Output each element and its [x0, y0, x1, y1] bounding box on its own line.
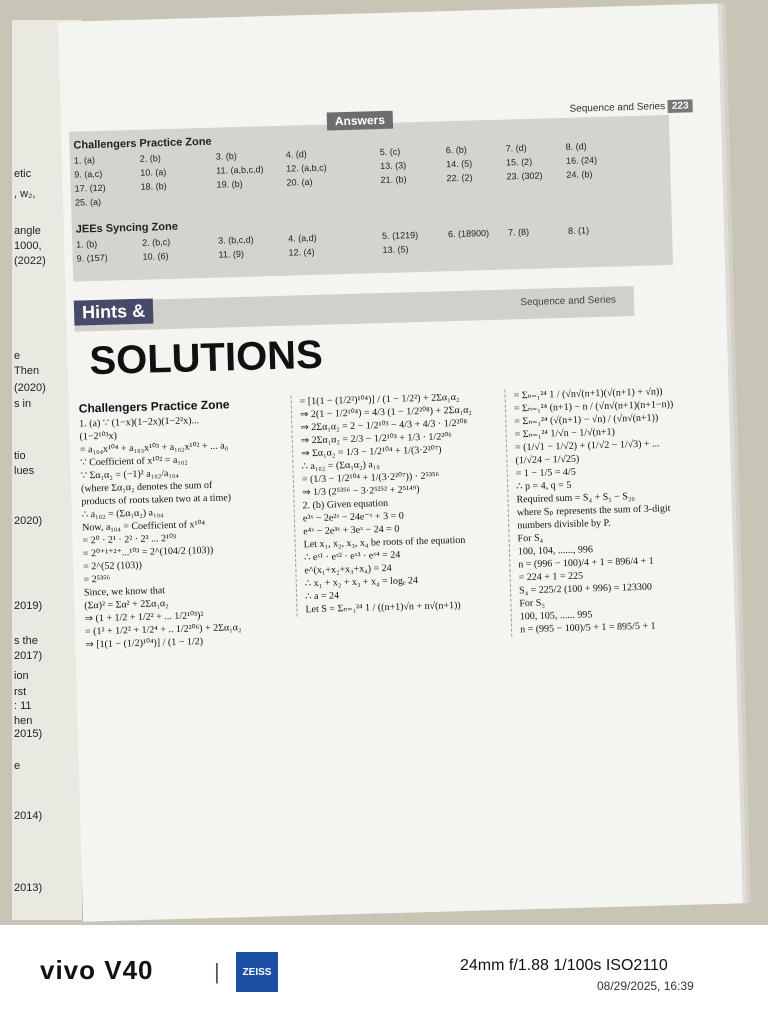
solution-line: Let S = Σₙ₌₁²⁴ 1 / ((n+1)√n + n√(n+1)): [305, 599, 461, 616]
textbook-page: [58, 4, 743, 922]
solution-line: e⁴ˣ − 2e³ˣ + 3eˣ − 24 = 0: [303, 523, 400, 538]
left-margin-fragment: , w₂,: [14, 188, 36, 200]
solution-line: (Σα)² = Σα² + 2Σα₁α₂: [84, 597, 169, 612]
solution-line: = (1² + 1/2² + 1/2⁴ + .. 1/2²⁰⁶) + 2Σα₁α₂: [84, 621, 242, 638]
answer-item: 11. (9): [218, 248, 245, 260]
solution-line: ⇒ 2(1 − 1/2¹⁰⁴) = 4/3 (1 − 1/2²⁰⁸) + 2Σα₁α₂: [299, 404, 473, 421]
answer-item: 7. (8): [507, 226, 530, 238]
solution-line: For S₅: [519, 597, 546, 610]
answer-item: 9. (157): [76, 252, 108, 264]
running-title: Sequence and Series: [569, 101, 666, 115]
solution-line: = 2⁵³⁵⁶: [83, 573, 111, 586]
answer-item: 13. (5): [382, 244, 409, 256]
left-margin-fragment: tio: [14, 450, 26, 462]
answer-item: 15. (2): [505, 156, 533, 168]
solution-line: ∵ Coefficient of x¹⁰² = a₁₀₂: [80, 454, 188, 469]
answer-item: 10. (6): [142, 251, 169, 262]
left-margin-fragment: 2017): [14, 650, 43, 662]
left-margin-fragment: (2022): [14, 255, 46, 267]
solution-line: = 2^(52 (103)): [83, 559, 143, 573]
solution-line: ∴ a₁₀₂ = (Σα₁α₂) a₁₀₄: [81, 506, 164, 521]
answer-item: 11. (a,b,c,d): [216, 164, 264, 176]
solution-line: 1. (a) ∵ (1−x)(1−2x)(1−2²x)...: [79, 414, 200, 430]
watermark-separator: |: [214, 959, 220, 984]
answer-item: 7. (d): [505, 142, 527, 154]
solution-line: ∴ x₁ + x₂ + x₃ + x₄ = logₑ 24: [304, 575, 419, 590]
answer-item: 8. (1): [567, 225, 590, 236]
left-margin-fragment: etic: [14, 168, 32, 180]
solution-line: = Σₙ₌₁²⁴ (n+1) − n / (√n√(n+1)(n+1−n)): [513, 398, 674, 415]
challengers-heading: Challengers Practice Zone: [78, 397, 230, 416]
left-margin-fragment: lues: [14, 465, 35, 477]
answer-item: 14. (5): [445, 158, 473, 170]
solution-line: S₄ = 225/2 (100 + 996) = 123300: [518, 581, 653, 597]
answer-item: 2. (b): [139, 153, 161, 164]
solution-line: 100, 105, ...... 995: [519, 609, 593, 623]
solution-line: = (1/√1 − 1/√2) + (1/√2 − 1/√3) + ...: [514, 438, 660, 454]
answer-item: 5. (1219): [381, 230, 419, 242]
solution-line: Now, a₁₀₄ = Coefficient of x¹⁰⁴: [81, 518, 206, 534]
answer-item: 12. (a,b,c): [286, 162, 327, 174]
answer-item: 8. (d): [565, 141, 587, 152]
answer-item: 4. (a,d): [287, 232, 317, 244]
answer-item: 1. (b): [76, 238, 98, 250]
solution-line: = a₁₀₄x¹⁰⁴ + a₁₀₃x¹⁰³ + a₁₀₂x¹⁰² + ... a₀: [79, 440, 229, 456]
left-margin-fragment: 2019): [14, 600, 43, 612]
answer-item: 4. (d): [285, 149, 307, 160]
left-margin-fragment: 2014): [14, 810, 43, 822]
hints-tag: Hints &: [74, 298, 154, 325]
answer-item: 21. (b): [380, 174, 407, 186]
answers-tab: Answers: [327, 111, 394, 131]
solution-line: ∴ p = 4, q = 5: [516, 479, 572, 493]
left-margin-fragment: 2015): [14, 728, 43, 740]
jee-answers-title: JEEs Syncing Zone: [75, 220, 179, 236]
left-margin-fragment: hen: [14, 715, 33, 727]
answer-item: 25. (a): [74, 196, 102, 208]
solution-line: = 2⁰⁺¹⁺²⁺...¹⁰³ = 2^(104/2 (103)): [82, 544, 214, 560]
left-margin-fragment: s in: [14, 398, 32, 410]
answer-item: 1. (a): [73, 155, 96, 166]
answers-box: [69, 112, 673, 282]
left-margin-fragment: (2020): [14, 382, 46, 394]
answer-item: 5. (c): [379, 146, 401, 158]
solution-line: numbers divisible by P.: [517, 517, 611, 532]
answer-item: 20. (a): [286, 176, 313, 188]
solution-line: = Σₙ₌₁²⁴ 1/√n − 1/√(n+1): [514, 426, 615, 441]
answer-item: 23. (302): [506, 170, 543, 182]
solution-column-1: [79, 396, 281, 651]
solution-line: Let x₁, x₂, x₃, x₄ be roots of the equation: [303, 534, 466, 551]
solution-line: = (1/3 − 1/2¹⁰⁴ + 1/(3·2²⁰⁷)) · 2⁵³⁵⁶: [301, 470, 440, 486]
left-margin-fragment: rst: [14, 686, 27, 698]
solution-line: ∵ Σα₁α₂ = (−1)² a₁₀₂/a₁₀₄: [80, 467, 179, 482]
zeiss-logo: ZEISS: [236, 952, 278, 992]
answer-item: 6. (18900): [447, 228, 490, 240]
solution-line: 2. (b) Given equation: [302, 497, 389, 512]
answer-item: 3. (b,c,d): [218, 234, 254, 246]
answer-item: 16. (24): [565, 155, 598, 166]
solution-line: n = (995 − 100)/5 + 1 = 895/5 + 1: [519, 620, 656, 636]
answer-item: 12. (4): [288, 246, 315, 258]
answer-item: 6. (b): [445, 144, 467, 156]
solution-line: (1−2¹⁰³x): [79, 430, 118, 443]
solution-line: = [1(1 − (1/2²)¹⁰⁴)] / (1 − 1/2²) + 2Σα₁α₂: [299, 391, 460, 408]
solution-line: Required sum = S₄ + S₅ − S₂₀: [516, 491, 636, 506]
solution-column-2: [291, 390, 506, 617]
left-margin-fragment: ion: [14, 670, 29, 682]
answer-item: 19. (b): [216, 178, 243, 190]
answer-item: 3. (b): [215, 151, 237, 162]
left-margin-fragment: 2020): [14, 515, 43, 527]
capture-datetime: 08/29/2025, 16:39: [597, 979, 694, 993]
solution-line: n = (996 − 100)/4 + 1 = 896/4 + 1: [518, 555, 654, 571]
answer-item: 2. (b,c): [142, 236, 171, 248]
solution-line: e³ˣ − 2e²ˣ − 24e⁻ˣ + 3 = 0: [302, 510, 404, 525]
camera-watermark: [0, 925, 768, 1024]
phone-brand: vivo V40: [40, 955, 154, 985]
answer-item: 22. (2): [446, 172, 473, 184]
left-margin-fragment: 1000,: [14, 240, 42, 252]
solution-line: For S₄: [517, 532, 544, 545]
solution-line: products of roots taken two at a time): [81, 491, 232, 508]
solution-line: e^(x₁+x₂+x₃+x₄) = 24: [304, 562, 392, 577]
solution-line: (where Σα₁α₂ denotes the sum of: [80, 479, 213, 495]
solution-line: ⇒ (1 + 1/2 + 1/2² + ... 1/2¹⁰³)²: [84, 609, 204, 625]
solutions-title: SOLUTIONS: [88, 332, 324, 384]
left-margin-fragment: e: [14, 760, 21, 772]
running-header: [569, 100, 692, 114]
left-margin-fragment: e: [14, 350, 21, 362]
solution-line: = 2⁰ · 2¹ · 2² · 2³ ... 2¹⁰³: [82, 532, 177, 547]
left-margin-fragment: angle: [14, 225, 41, 237]
answer-item: 10. (a): [140, 167, 167, 178]
solution-line: ∴ eˣ¹ · eˣ² · eˣ³ · eˣ⁴ = 24: [303, 549, 401, 564]
solution-line: ⇒ 2Σα₁α₂ = 2 − 1/2¹⁰³ − 4/3 + 4/3 · 1/2²⁰⁸: [300, 417, 468, 434]
solution-line: ⇒ 1/3 (2⁵³⁵⁶ − 3·2⁵²⁵² + 2⁵¹⁴⁹): [302, 484, 420, 499]
left-margin-fragment: 2013): [14, 882, 43, 894]
answer-item: 24. (b): [566, 169, 593, 180]
left-margin-fragment: : 11: [14, 700, 32, 712]
answer-item: 9. (a,c): [74, 168, 103, 180]
page-number: 223: [668, 99, 693, 113]
solution-line: ⇒ [1(1 − (1/2)¹⁰⁴)] / (1 − 1/2): [85, 635, 204, 651]
left-margin-fragment: Then: [14, 365, 40, 377]
answer-item: 18. (b): [140, 181, 167, 192]
left-margin-fragment: s the: [14, 635, 38, 647]
answer-item: 13. (3): [380, 160, 407, 172]
challengers-answers-title: Challengers Practice Zone: [73, 135, 212, 152]
solution-line: = 224 + 1 = 225: [518, 570, 584, 584]
solution-line: ⇒ Σα₁α₂ = 1/3 − 1/2¹⁰⁴ + 1/(3·2²⁰⁷): [301, 444, 442, 460]
solution-line: = 1 − 1/5 = 4/5: [515, 466, 576, 480]
hints-bar: [74, 286, 635, 332]
solution-line: ⇒ 2Σα₁α₂ = 2/3 − 1/2¹⁰³ + 1/3 · 1/2²⁰⁶: [300, 431, 452, 447]
solution-line: 100, 104, ......, 996: [517, 544, 594, 558]
solution-line: = Σₙ₌₁²⁴ 1 / (√n√(n+1)(√(n+1) + √n)): [513, 386, 663, 402]
solution-column-3: [504, 384, 710, 636]
solution-line: ∴ a = 24: [304, 590, 340, 603]
exif-info: 24mm f/1.88 1/100s ISO2110: [460, 957, 668, 974]
solution-line: (1/√24 − 1/√25): [515, 453, 580, 467]
solution-line: ∴ a₁₀₂ = (Σα₁α₂) a₁₀: [301, 459, 380, 473]
solution-line: = Σₙ₌₁²⁴ (√(n+1) − √n) / (√n√(n+1)): [514, 412, 659, 428]
hints-section-head: Sequence and Series: [520, 294, 617, 309]
solution-line: where Sₚ represents the sum of 3-digit: [516, 503, 671, 519]
answer-item: 17. (12): [74, 182, 106, 194]
solution-line: Since, we know that: [83, 584, 166, 599]
